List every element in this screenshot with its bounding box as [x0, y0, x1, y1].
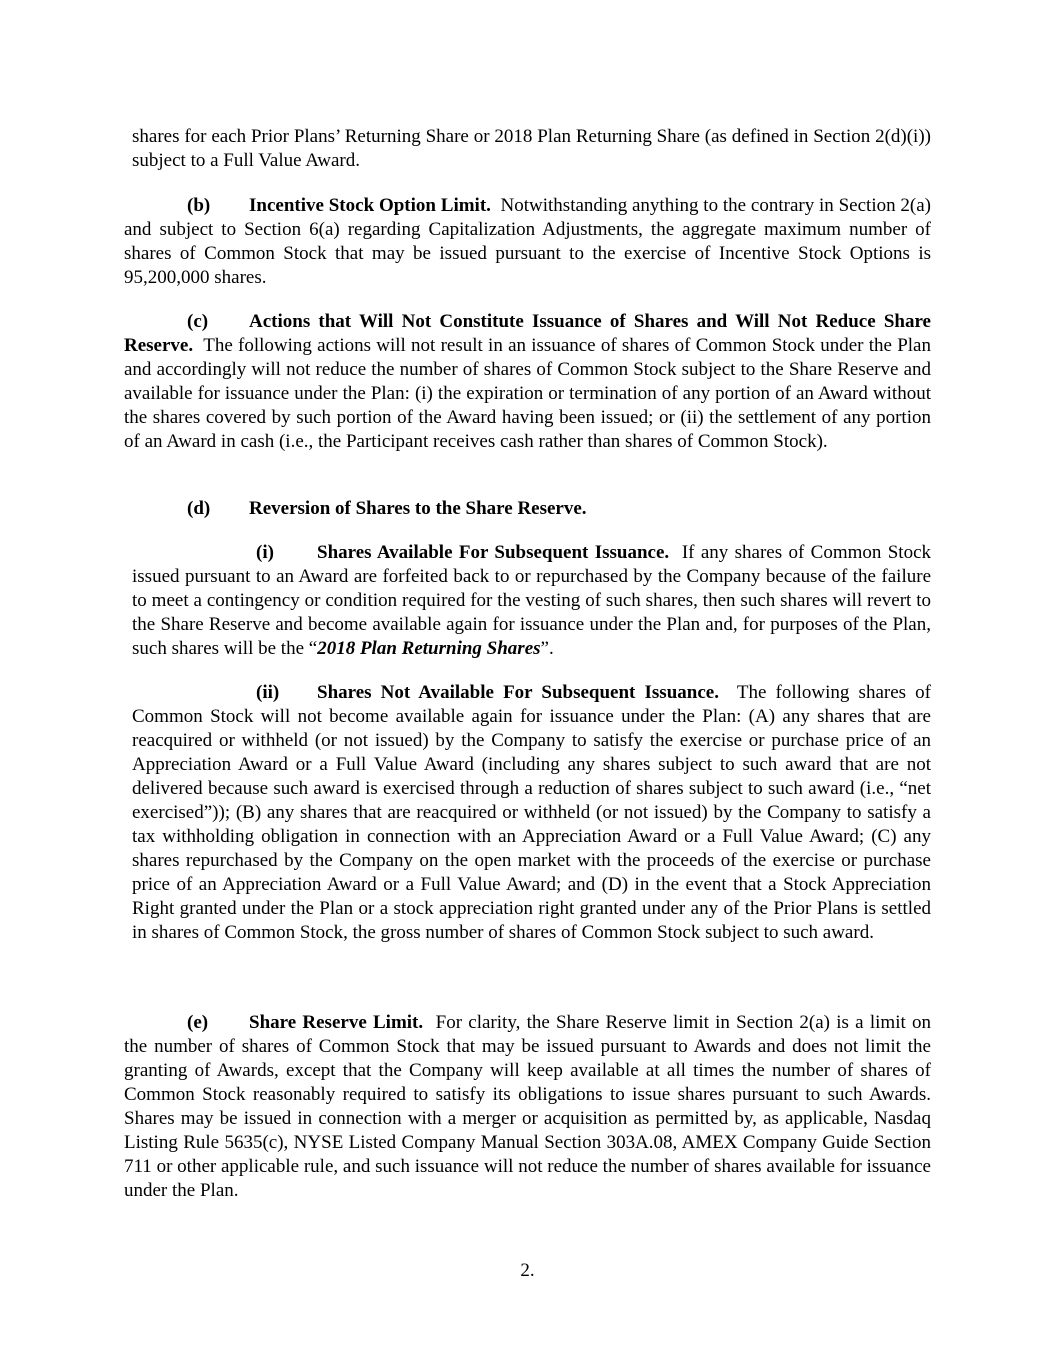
section-b-text: Notwithstanding anything to the contrary in Section 2(a) and subject to Section 6(a) regarding Capitalization Adjustments, the aggregate maximum number of shares of Common Stock that may be issued pursuant to the exercise of Incentive Stock Options is 95,200,000 shares.	[124, 195, 931, 288]
section-b-label: (b)	[187, 195, 211, 216]
section-c-heading: Actions that Will Not Constitute Issuance of Shares and Will Not Reduce Share Reserve.	[124, 311, 931, 356]
section-d-ii-text: The following shares of Common Stock will not become available again for issuance under the Plan: (A) any shares that are reacquired or withheld (or not issued) by the Company to satisfy the exercise or purchase price of an Appreciation Award or a Full Value Award (including any shares subject to such award that are not delivered because such award is exercised through a reduction of shares subject to such award (i.e., “net exercised”)); (B) any shares that are reacquired or withheld (or not issued) by the Company to satisfy a tax withholding obligation in connection with an Appreciation Award or a Full Value Award; (C) any shares repurchased by the Company on the open market with the proceeds of the exercise or purchase price of an Appreciation Award or a Full Value Award; and (D) in the event that a Stock Appreciation Right granted under the Plan or a stock appreciation right granted under any of the Prior Plans is settled in shares of Common Stock, the gross number of shares of Common Stock subject to such award.	[132, 682, 931, 943]
section-d-i-paragraph: (i) Shares Available For Subsequent Issuance. If any shares of Common Stock issued pursuant to an Award are forfeited back to or repurchased by the Company because of the failure to meet a contingency or condition required for the vesting of such shares, then such shares will revert to the Share Reserve and become available again for issuance under the Plan and, for purposes of the Plan, such shares will be the “2018 Plan Returning Shares”.	[132, 542, 931, 659]
page-number: 2.	[520, 1260, 535, 1281]
section-c-paragraph	[124, 310, 931, 454]
section-c-text: The following actions will not result in an issuance of shares of Common Stock under the Plan and accordingly will not reduce the number of shares of Common Stock subject to the Share Reserve and available for issuance under the Plan: (i) the expiration or termination of any portion of an Award without the shares covered by such portion of the Award having been issued; or (ii) the settlement of any portion of an Award in cash (i.e., the Participant receives cash rather than shares of Common Stock).	[124, 335, 931, 452]
section-d-ii-heading: Shares Not Available For Subsequent Issuance.	[317, 682, 719, 703]
section-b-paragraph	[124, 194, 931, 290]
section-d-i-text: If any shares of Common Stock issued pursuant to an Award are forfeited back to or repurchased by the Company because of the failure to meet a contingency or condition required for the vesting of such shares, then such shares will revert to the Share Reserve and become available again for issuance under the Plan and, for purposes of the Plan, such shares will be the “	[132, 542, 931, 659]
section-d-ii-paragraph	[132, 681, 931, 945]
section-d-i-heading: Shares Available For Subsequent Issuance.	[317, 542, 670, 563]
section-d-label: (d)	[187, 498, 211, 519]
intro-paragraph: shares for each Prior Plans’ Returning Share or 2018 Plan Returning Share (as defined in Section 2(d)(i)) subject to a Full Value Award.	[132, 126, 931, 171]
section-d-paragraph	[124, 497, 931, 521]
section-e-paragraph	[124, 1011, 931, 1203]
section-b-heading: Incentive Stock Option Limit.	[249, 195, 491, 216]
section-e-label: (e)	[187, 1012, 209, 1033]
section-d-i-label: (i)	[256, 542, 274, 563]
section-d-heading: Reversion of Shares to the Share Reserve.	[249, 498, 587, 519]
section-e-heading: Share Reserve Limit.	[249, 1012, 424, 1033]
section-e-text: For clarity, the Share Reserve limit in Section 2(a) is a limit on the number of shares of Common Stock that may be issued pursuant to Awards and does not limit the granting of Awards, except that the Company will keep available at all times the number of shares of Common Stock reasonably required to satisfy its obligations to issue shares pursuant to such Awards. Shares may be issued in connection with a merger or acquisition as permitted by, as applicable, Nasdaq Listing Rule 5635(c), NYSE Listed Company Manual Section 303A.08, AMEX Company Guide Section 711 or other applicable rule, and such issuance will not reduce the number of shares available for issuance under the Plan.	[124, 1012, 931, 1201]
section-c-label: (c)	[187, 311, 209, 332]
defined-term: 2018 Plan Returning Shares	[317, 638, 541, 659]
section-d-ii-label: (ii)	[256, 682, 280, 703]
